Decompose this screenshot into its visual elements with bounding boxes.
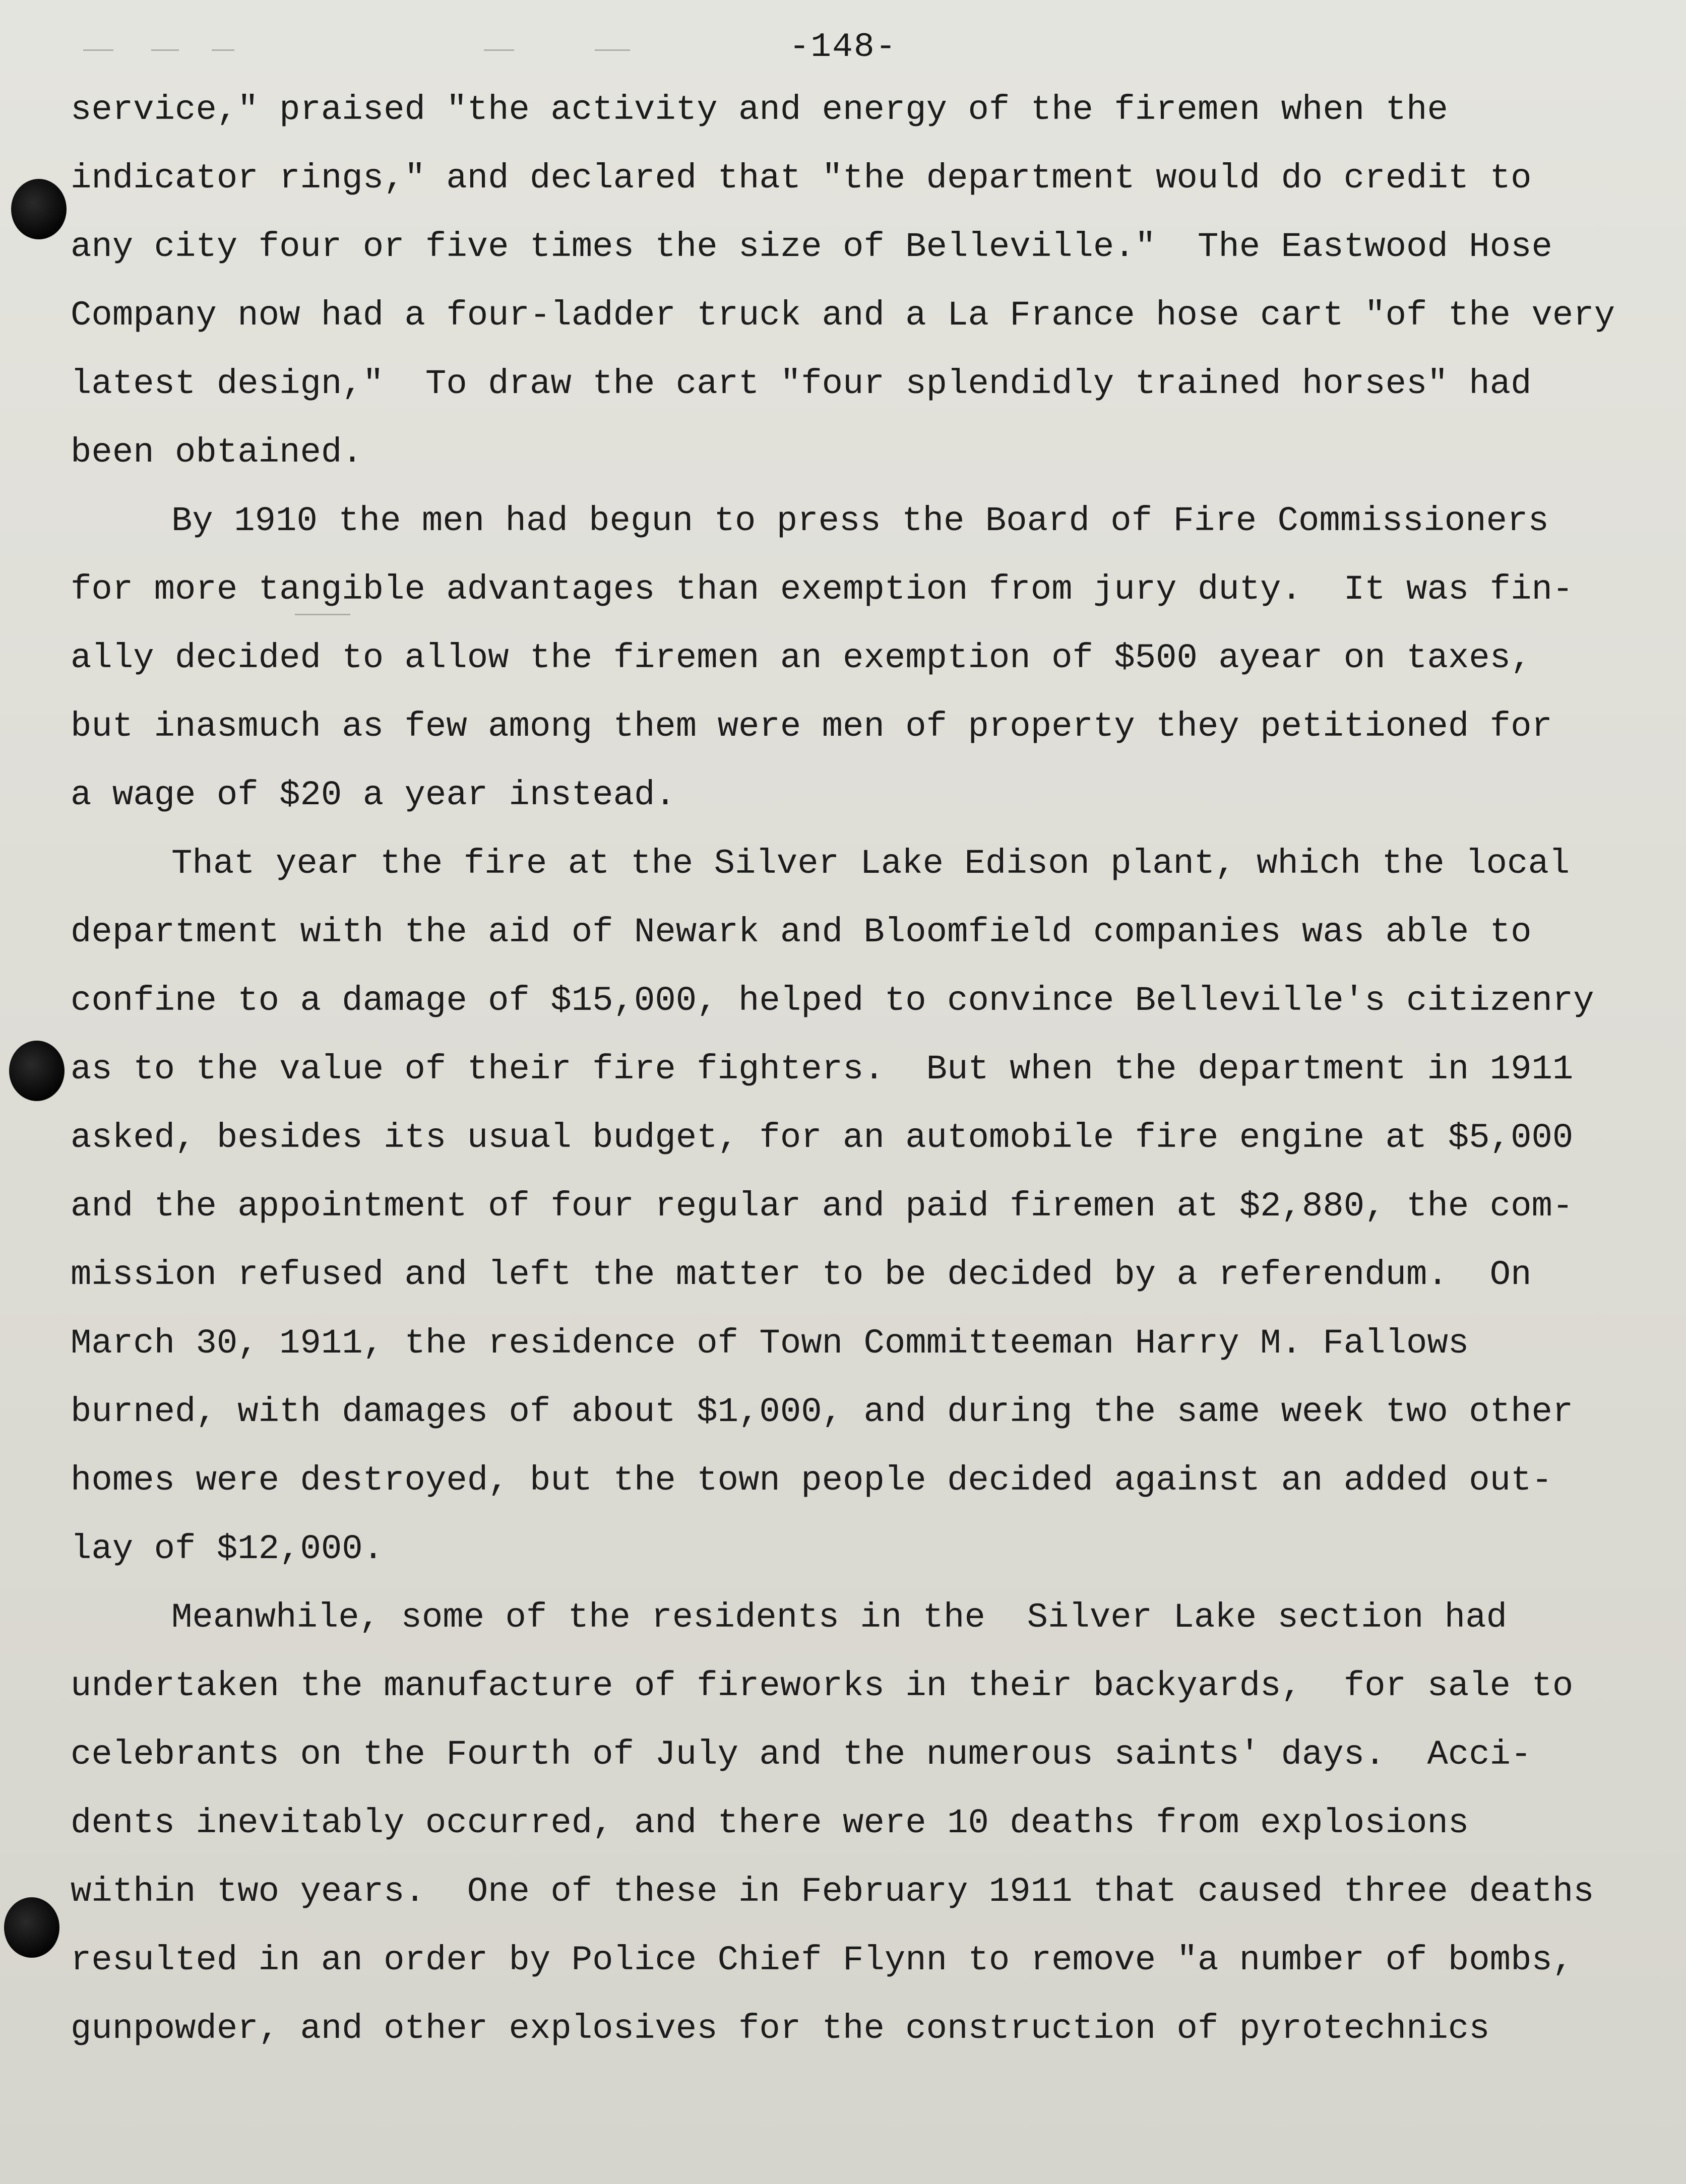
text-line: That year the fire at the Silver Lake Edison plant, which the local [171,844,1570,883]
binder-hole-top [11,179,67,239]
text-line: March 30, 1911, the residence of Town Committeeman Harry M. Fallows [71,1324,1469,1363]
text-line: been obtained. [71,433,363,472]
text-line: ally decided to allow the firemen an exemption of $500 ayear on taxes, [71,638,1532,678]
text-line: any city four or five times the size of Belleville." The Eastwood Hose [71,227,1552,267]
text-line: Meanwhile, some of the residents in the Silver Lake section had [171,1598,1508,1637]
text-line: as to the value of their fire fighters. But when the department in 1911 [71,1050,1574,1089]
text-line: within two years. One of these in February 1911 that caused three deaths [71,1872,1594,1911]
text-line: confine to a damage of $15,000, helped to convince Belleville's citizenry [71,981,1594,1020]
text-line: but inasmuch as few among them were men of property they petitioned for [71,707,1552,746]
text-line: and the appointment of four regular and paid firemen at $2,880, the com- [71,1187,1574,1226]
text-line: dents inevitably occurred, and there were 10 deaths from explosions [71,1804,1469,1843]
text-line: for more tangible advantages than exemption from jury duty. It was fin- [71,570,1574,609]
text-line: gunpowder, and other explosives for the construction of pyrotechnics [71,2009,1490,2048]
text-line: a wage of $20 a year instead. [71,776,676,815]
text-line: burned, with damages of about $1,000, and during the same week two other [71,1392,1574,1432]
text-line: homes were destroyed, but the town people decided against an added out- [71,1461,1552,1500]
page-number: -148- [789,28,897,67]
text-line: celebrants on the Fourth of July and the numerous saints' days. Acci- [71,1735,1532,1774]
text-line: indicator rings," and declared that "the department would do credit to [71,159,1532,198]
text-line: lay of $12,000. [71,1529,384,1569]
text-line: service," praised "the activity and energy of the firemen when the [71,90,1448,130]
text-line: Company now had a four-ladder truck and a La France hose cart "of the very [71,296,1615,335]
text-line: mission refused and left the matter to be decided by a referendum. On [71,1255,1532,1295]
text-line: By 1910 the men had begun to press the Board of Fire Commissioners [171,501,1549,541]
body-text [71,76,1615,2063]
text-line: resulted in an order by Police Chief Flynn to remove "a number of bombs, [71,1941,1574,1980]
text-line: undertaken the manufacture of fireworks in their backyards, for sale to [71,1666,1574,1706]
text-line: latest design," To draw the cart "four splendidly trained horses" had [71,364,1532,404]
text-line: asked, besides its usual budget, for an automobile fire engine at $5,000 [71,1118,1574,1158]
binder-hole-bottom [4,1897,59,1958]
text-line: department with the aid of Newark and Bloomfield companies was able to [71,913,1532,952]
binder-hole-middle [9,1041,65,1101]
